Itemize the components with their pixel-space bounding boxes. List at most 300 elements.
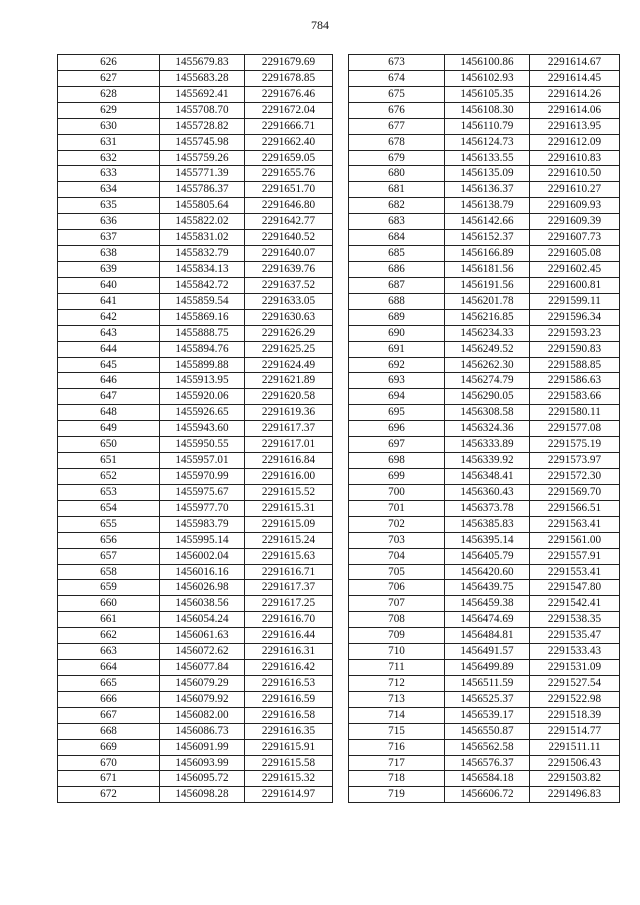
- x-coordinate-cell: 1456474.69: [445, 612, 530, 628]
- x-coordinate-cell: 1456385.83: [445, 516, 530, 532]
- y-coordinate-cell: 2291561.00: [530, 532, 620, 548]
- y-coordinate-cell: 2291662.40: [245, 134, 333, 150]
- table-row: [58, 755, 333, 771]
- y-coordinate-cell: 2291678.85: [245, 70, 333, 86]
- point-number-cell: 654: [58, 500, 160, 516]
- y-coordinate-cell: 2291566.51: [530, 500, 620, 516]
- x-coordinate-cell: 1455771.39: [160, 166, 245, 182]
- table-row: [58, 644, 333, 660]
- y-coordinate-cell: 2291616.00: [245, 468, 333, 484]
- point-number-cell: 659: [58, 580, 160, 596]
- point-number-cell: 675: [349, 86, 445, 102]
- coordinates-table-right: [348, 54, 620, 803]
- coordinates-table-left: [57, 54, 333, 803]
- y-coordinate-cell: 2291615.32: [245, 771, 333, 787]
- y-coordinate-cell: 2291614.26: [530, 86, 620, 102]
- point-number-cell: 643: [58, 325, 160, 341]
- table-row: [349, 596, 620, 612]
- point-number-cell: 711: [349, 660, 445, 676]
- point-number-cell: 688: [349, 293, 445, 309]
- table-row: [349, 325, 620, 341]
- table-row: [58, 771, 333, 787]
- table-row: [349, 516, 620, 532]
- page-number: 784: [311, 18, 329, 32]
- y-coordinate-cell: 2291614.06: [530, 102, 620, 118]
- table-row: [349, 421, 620, 437]
- x-coordinate-cell: 1455899.88: [160, 357, 245, 373]
- point-number-cell: 705: [349, 564, 445, 580]
- point-number-cell: 657: [58, 548, 160, 564]
- table-row: [349, 261, 620, 277]
- table-row: [58, 421, 333, 437]
- table-row: [349, 771, 620, 787]
- point-number-cell: 634: [58, 182, 160, 198]
- x-coordinate-cell: 1455913.95: [160, 373, 245, 389]
- point-number-cell: 718: [349, 771, 445, 787]
- table-row: [349, 150, 620, 166]
- y-coordinate-cell: 2291616.42: [245, 660, 333, 676]
- table-row: [349, 468, 620, 484]
- table-row: [58, 580, 333, 596]
- point-number-cell: 635: [58, 198, 160, 214]
- y-coordinate-cell: 2291609.93: [530, 198, 620, 214]
- point-number-cell: 702: [349, 516, 445, 532]
- y-coordinate-cell: 2291616.70: [245, 612, 333, 628]
- table-row: [349, 755, 620, 771]
- y-coordinate-cell: 2291610.83: [530, 150, 620, 166]
- point-number-cell: 684: [349, 230, 445, 246]
- table-row: [349, 453, 620, 469]
- x-coordinate-cell: 1456499.89: [445, 660, 530, 676]
- point-number-cell: 709: [349, 628, 445, 644]
- y-coordinate-cell: 2291655.76: [245, 166, 333, 182]
- point-number-cell: 714: [349, 707, 445, 723]
- y-coordinate-cell: 2291607.73: [530, 230, 620, 246]
- point-number-cell: 633: [58, 166, 160, 182]
- x-coordinate-cell: 1456584.18: [445, 771, 530, 787]
- y-coordinate-cell: 2291547.80: [530, 580, 620, 596]
- table-row: [58, 166, 333, 182]
- y-coordinate-cell: 2291666.71: [245, 118, 333, 134]
- x-coordinate-cell: 1455957.01: [160, 453, 245, 469]
- point-number-cell: 651: [58, 453, 160, 469]
- table-row: [58, 373, 333, 389]
- x-coordinate-cell: 1456038.56: [160, 596, 245, 612]
- x-coordinate-cell: 1455831.02: [160, 230, 245, 246]
- point-number-cell: 666: [58, 691, 160, 707]
- table-row: [349, 644, 620, 660]
- x-coordinate-cell: 1456274.79: [445, 373, 530, 389]
- point-number-cell: 671: [58, 771, 160, 787]
- point-number-cell: 642: [58, 309, 160, 325]
- y-coordinate-cell: 2291572.30: [530, 468, 620, 484]
- x-coordinate-cell: 1456562.58: [445, 739, 530, 755]
- point-number-cell: 663: [58, 644, 160, 660]
- point-number-cell: 693: [349, 373, 445, 389]
- point-number-cell: 686: [349, 261, 445, 277]
- point-number-cell: 692: [349, 357, 445, 373]
- x-coordinate-cell: 1456216.85: [445, 309, 530, 325]
- x-coordinate-cell: 1456550.87: [445, 723, 530, 739]
- x-coordinate-cell: 1455920.06: [160, 389, 245, 405]
- y-coordinate-cell: 2291610.27: [530, 182, 620, 198]
- point-number-cell: 712: [349, 675, 445, 691]
- table-row: [58, 628, 333, 644]
- y-coordinate-cell: 2291609.39: [530, 214, 620, 230]
- table-row: [58, 198, 333, 214]
- y-coordinate-cell: 2291588.85: [530, 357, 620, 373]
- y-coordinate-cell: 2291617.01: [245, 437, 333, 453]
- y-coordinate-cell: 2291511.11: [530, 739, 620, 755]
- x-coordinate-cell: 1455975.67: [160, 484, 245, 500]
- x-coordinate-cell: 1456439.75: [445, 580, 530, 596]
- x-coordinate-cell: 1455759.26: [160, 150, 245, 166]
- x-coordinate-cell: 1455745.98: [160, 134, 245, 150]
- point-number-cell: 653: [58, 484, 160, 500]
- y-coordinate-cell: 2291615.24: [245, 532, 333, 548]
- point-number-cell: 678: [349, 134, 445, 150]
- y-coordinate-cell: 2291531.09: [530, 660, 620, 676]
- x-coordinate-cell: 1456095.72: [160, 771, 245, 787]
- table-row: [349, 373, 620, 389]
- table-row: [58, 660, 333, 676]
- table-row: [349, 293, 620, 309]
- table-row: [58, 787, 333, 803]
- point-number-cell: 703: [349, 532, 445, 548]
- x-coordinate-cell: 1455822.02: [160, 214, 245, 230]
- point-number-cell: 700: [349, 484, 445, 500]
- table-row: [349, 612, 620, 628]
- x-coordinate-cell: 1456091.99: [160, 739, 245, 755]
- y-coordinate-cell: 2291573.97: [530, 453, 620, 469]
- x-coordinate-cell: 1456459.38: [445, 596, 530, 612]
- x-coordinate-cell: 1455888.75: [160, 325, 245, 341]
- point-number-cell: 685: [349, 246, 445, 262]
- x-coordinate-cell: 1455977.70: [160, 500, 245, 516]
- table-row: [58, 564, 333, 580]
- y-coordinate-cell: 2291617.37: [245, 580, 333, 596]
- x-coordinate-cell: 1455970.99: [160, 468, 245, 484]
- point-number-cell: 669: [58, 739, 160, 755]
- y-coordinate-cell: 2291496.83: [530, 787, 620, 803]
- table-row: [58, 405, 333, 421]
- x-coordinate-cell: 1456333.89: [445, 437, 530, 453]
- x-coordinate-cell: 1456152.37: [445, 230, 530, 246]
- table-row: [58, 325, 333, 341]
- table-row: [349, 246, 620, 262]
- table-row: [349, 437, 620, 453]
- y-coordinate-cell: 2291535.47: [530, 628, 620, 644]
- table-row: [349, 628, 620, 644]
- x-coordinate-cell: 1456234.33: [445, 325, 530, 341]
- y-coordinate-cell: 2291651.70: [245, 182, 333, 198]
- x-coordinate-cell: 1456420.60: [445, 564, 530, 580]
- table-row: [58, 468, 333, 484]
- y-coordinate-cell: 2291612.09: [530, 134, 620, 150]
- table-row: [349, 198, 620, 214]
- point-number-cell: 641: [58, 293, 160, 309]
- x-coordinate-cell: 1456016.16: [160, 564, 245, 580]
- point-number-cell: 716: [349, 739, 445, 755]
- point-number-cell: 652: [58, 468, 160, 484]
- table-row: [349, 787, 620, 803]
- table-row: [58, 532, 333, 548]
- y-coordinate-cell: 2291518.39: [530, 707, 620, 723]
- point-number-cell: 698: [349, 453, 445, 469]
- y-coordinate-cell: 2291615.31: [245, 500, 333, 516]
- y-coordinate-cell: 2291503.82: [530, 771, 620, 787]
- y-coordinate-cell: 2291527.54: [530, 675, 620, 691]
- y-coordinate-cell: 2291642.77: [245, 214, 333, 230]
- point-number-cell: 673: [349, 55, 445, 71]
- table-row: [349, 70, 620, 86]
- point-number-cell: 629: [58, 102, 160, 118]
- point-number-cell: 662: [58, 628, 160, 644]
- x-coordinate-cell: 1456135.09: [445, 166, 530, 182]
- y-coordinate-cell: 2291679.69: [245, 55, 333, 71]
- table-row: [58, 723, 333, 739]
- point-number-cell: 650: [58, 437, 160, 453]
- point-number-cell: 719: [349, 787, 445, 803]
- y-coordinate-cell: 2291596.34: [530, 309, 620, 325]
- x-coordinate-cell: 1456249.52: [445, 341, 530, 357]
- table-row: [349, 341, 620, 357]
- point-number-cell: 627: [58, 70, 160, 86]
- table-row: [58, 675, 333, 691]
- y-coordinate-cell: 2291616.71: [245, 564, 333, 580]
- x-coordinate-cell: 1455859.54: [160, 293, 245, 309]
- table-row: [58, 500, 333, 516]
- table-row: [58, 134, 333, 150]
- point-number-cell: 706: [349, 580, 445, 596]
- x-coordinate-cell: 1455834.13: [160, 261, 245, 277]
- table-row: [58, 596, 333, 612]
- point-number-cell: 701: [349, 500, 445, 516]
- y-coordinate-cell: 2291553.41: [530, 564, 620, 580]
- y-coordinate-cell: 2291614.97: [245, 787, 333, 803]
- table-row: [58, 214, 333, 230]
- point-number-cell: 695: [349, 405, 445, 421]
- table-row: [58, 357, 333, 373]
- table-row: [58, 389, 333, 405]
- x-coordinate-cell: 1455894.76: [160, 341, 245, 357]
- point-number-cell: 632: [58, 150, 160, 166]
- x-coordinate-cell: 1456405.79: [445, 548, 530, 564]
- point-number-cell: 668: [58, 723, 160, 739]
- table-row: [349, 691, 620, 707]
- y-coordinate-cell: 2291625.25: [245, 341, 333, 357]
- y-coordinate-cell: 2291615.63: [245, 548, 333, 564]
- x-coordinate-cell: 1456105.35: [445, 86, 530, 102]
- x-coordinate-cell: 1456138.79: [445, 198, 530, 214]
- x-coordinate-cell: 1455983.79: [160, 516, 245, 532]
- table-row: [349, 309, 620, 325]
- y-coordinate-cell: 2291616.84: [245, 453, 333, 469]
- table-row: [58, 182, 333, 198]
- x-coordinate-cell: 1456026.98: [160, 580, 245, 596]
- table-row: [58, 516, 333, 532]
- table-row: [58, 612, 333, 628]
- table-row: [58, 118, 333, 134]
- point-number-cell: 670: [58, 755, 160, 771]
- table-row: [58, 341, 333, 357]
- table-row: [349, 182, 620, 198]
- y-coordinate-cell: 2291616.35: [245, 723, 333, 739]
- point-number-cell: 664: [58, 660, 160, 676]
- point-number-cell: 656: [58, 532, 160, 548]
- table-row: [349, 55, 620, 71]
- y-coordinate-cell: 2291615.52: [245, 484, 333, 500]
- table-row: [349, 564, 620, 580]
- table-row: [349, 723, 620, 739]
- point-number-cell: 689: [349, 309, 445, 325]
- y-coordinate-cell: 2291616.53: [245, 675, 333, 691]
- x-coordinate-cell: 1456360.43: [445, 484, 530, 500]
- y-coordinate-cell: 2291610.50: [530, 166, 620, 182]
- y-coordinate-cell: 2291617.37: [245, 421, 333, 437]
- point-number-cell: 660: [58, 596, 160, 612]
- point-number-cell: 655: [58, 516, 160, 532]
- table-row: [349, 86, 620, 102]
- y-coordinate-cell: 2291538.35: [530, 612, 620, 628]
- x-coordinate-cell: 1456191.56: [445, 277, 530, 293]
- x-coordinate-cell: 1456108.30: [445, 102, 530, 118]
- y-coordinate-cell: 2291599.11: [530, 293, 620, 309]
- table-row: [349, 277, 620, 293]
- x-coordinate-cell: 1456100.86: [445, 55, 530, 71]
- x-coordinate-cell: 1456484.81: [445, 628, 530, 644]
- table-row: [349, 389, 620, 405]
- x-coordinate-cell: 1455995.14: [160, 532, 245, 548]
- y-coordinate-cell: 2291613.95: [530, 118, 620, 134]
- table-row: [58, 484, 333, 500]
- x-coordinate-cell: 1455679.83: [160, 55, 245, 71]
- x-coordinate-cell: 1456491.57: [445, 644, 530, 660]
- point-number-cell: 676: [349, 102, 445, 118]
- table-row: [349, 484, 620, 500]
- point-number-cell: 694: [349, 389, 445, 405]
- table-row: [349, 739, 620, 755]
- point-number-cell: 644: [58, 341, 160, 357]
- x-coordinate-cell: 1456079.29: [160, 675, 245, 691]
- point-number-cell: 683: [349, 214, 445, 230]
- x-coordinate-cell: 1456136.37: [445, 182, 530, 198]
- table-row: [349, 580, 620, 596]
- x-coordinate-cell: 1455805.64: [160, 198, 245, 214]
- point-number-cell: 649: [58, 421, 160, 437]
- table-row: [349, 118, 620, 134]
- table-row: [58, 277, 333, 293]
- y-coordinate-cell: 2291676.46: [245, 86, 333, 102]
- table-row: [349, 102, 620, 118]
- y-coordinate-cell: 2291640.07: [245, 246, 333, 262]
- point-number-cell: 713: [349, 691, 445, 707]
- point-number-cell: 715: [349, 723, 445, 739]
- y-coordinate-cell: 2291639.76: [245, 261, 333, 277]
- y-coordinate-cell: 2291590.83: [530, 341, 620, 357]
- y-coordinate-cell: 2291533.43: [530, 644, 620, 660]
- x-coordinate-cell: 1455692.41: [160, 86, 245, 102]
- x-coordinate-cell: 1456077.84: [160, 660, 245, 676]
- table-row: [58, 707, 333, 723]
- table-row: [349, 214, 620, 230]
- x-coordinate-cell: 1456166.89: [445, 246, 530, 262]
- y-coordinate-cell: 2291615.09: [245, 516, 333, 532]
- x-coordinate-cell: 1456072.62: [160, 644, 245, 660]
- point-number-cell: 639: [58, 261, 160, 277]
- y-coordinate-cell: 2291616.58: [245, 707, 333, 723]
- y-coordinate-cell: 2291569.70: [530, 484, 620, 500]
- y-coordinate-cell: 2291602.45: [530, 261, 620, 277]
- y-coordinate-cell: 2291617.25: [245, 596, 333, 612]
- table-row: [349, 230, 620, 246]
- table-row: [349, 707, 620, 723]
- y-coordinate-cell: 2291619.36: [245, 405, 333, 421]
- table-row: [58, 453, 333, 469]
- point-number-cell: 640: [58, 277, 160, 293]
- point-number-cell: 699: [349, 468, 445, 484]
- x-coordinate-cell: 1455786.37: [160, 182, 245, 198]
- y-coordinate-cell: 2291600.81: [530, 277, 620, 293]
- x-coordinate-cell: 1456079.92: [160, 691, 245, 707]
- y-coordinate-cell: 2291630.63: [245, 309, 333, 325]
- x-coordinate-cell: 1455943.60: [160, 421, 245, 437]
- y-coordinate-cell: 2291583.66: [530, 389, 620, 405]
- y-coordinate-cell: 2291593.23: [530, 325, 620, 341]
- y-coordinate-cell: 2291615.91: [245, 739, 333, 755]
- table-row: [58, 102, 333, 118]
- x-coordinate-cell: 1455926.65: [160, 405, 245, 421]
- table-row: [349, 675, 620, 691]
- y-coordinate-cell: 2291626.29: [245, 325, 333, 341]
- x-coordinate-cell: 1456201.78: [445, 293, 530, 309]
- table-row: [58, 309, 333, 325]
- point-number-cell: 677: [349, 118, 445, 134]
- table-row: [58, 691, 333, 707]
- point-number-cell: 630: [58, 118, 160, 134]
- y-coordinate-cell: 2291620.58: [245, 389, 333, 405]
- x-coordinate-cell: 1456054.24: [160, 612, 245, 628]
- x-coordinate-cell: 1456181.56: [445, 261, 530, 277]
- table-row: [58, 261, 333, 277]
- point-number-cell: 687: [349, 277, 445, 293]
- y-coordinate-cell: 2291542.41: [530, 596, 620, 612]
- x-coordinate-cell: 1455683.28: [160, 70, 245, 86]
- table-row: [58, 246, 333, 262]
- y-coordinate-cell: 2291614.67: [530, 55, 620, 71]
- point-number-cell: 667: [58, 707, 160, 723]
- point-number-cell: 648: [58, 405, 160, 421]
- y-coordinate-cell: 2291624.49: [245, 357, 333, 373]
- point-number-cell: 626: [58, 55, 160, 71]
- x-coordinate-cell: 1455708.70: [160, 102, 245, 118]
- x-coordinate-cell: 1456098.28: [160, 787, 245, 803]
- point-number-cell: 679: [349, 150, 445, 166]
- table-row: [58, 55, 333, 71]
- point-number-cell: 661: [58, 612, 160, 628]
- x-coordinate-cell: 1456002.04: [160, 548, 245, 564]
- x-coordinate-cell: 1455842.72: [160, 277, 245, 293]
- point-number-cell: 658: [58, 564, 160, 580]
- x-coordinate-cell: 1456576.37: [445, 755, 530, 771]
- x-coordinate-cell: 1456142.66: [445, 214, 530, 230]
- y-coordinate-cell: 2291616.59: [245, 691, 333, 707]
- y-coordinate-cell: 2291615.58: [245, 755, 333, 771]
- y-coordinate-cell: 2291614.45: [530, 70, 620, 86]
- point-number-cell: 704: [349, 548, 445, 564]
- x-coordinate-cell: 1456102.93: [445, 70, 530, 86]
- point-number-cell: 717: [349, 755, 445, 771]
